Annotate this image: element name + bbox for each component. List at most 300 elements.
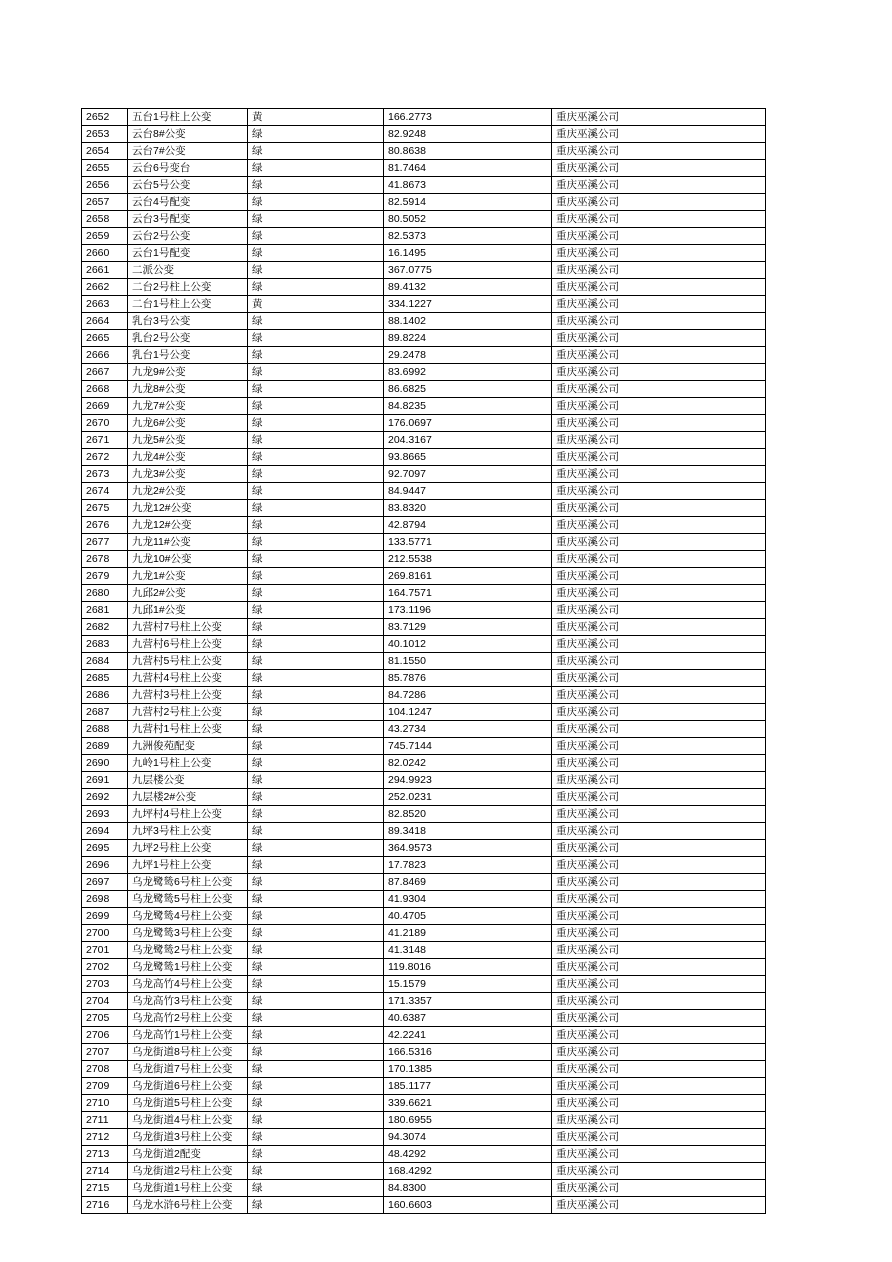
cell-company: 重庆巫溪公司: [552, 1112, 766, 1129]
table-row: [82, 262, 766, 279]
cell-color-tag: 绿: [248, 619, 384, 636]
table-row: [82, 1197, 766, 1214]
cell-id: 2704: [82, 993, 128, 1010]
cell-value: 104.1247: [384, 704, 552, 721]
cell-value: 212.5538: [384, 551, 552, 568]
cell-color-tag: 绿: [248, 1027, 384, 1044]
cell-value: 252.0231: [384, 789, 552, 806]
cell-device-name: 乳台3号公变: [128, 313, 248, 330]
cell-id: 2662: [82, 279, 128, 296]
cell-company: 重庆巫溪公司: [552, 840, 766, 857]
cell-device-name: 乌龙鹭鸶5号柱上公变: [128, 891, 248, 908]
cell-value: 164.7571: [384, 585, 552, 602]
cell-color-tag: 绿: [248, 483, 384, 500]
cell-id: 2687: [82, 704, 128, 721]
table-row: [82, 653, 766, 670]
cell-value: 84.8300: [384, 1180, 552, 1197]
cell-id: 2710: [82, 1095, 128, 1112]
cell-value: 180.6955: [384, 1112, 552, 1129]
cell-id: 2701: [82, 942, 128, 959]
cell-device-name: 九营村7号柱上公变: [128, 619, 248, 636]
cell-id: 2691: [82, 772, 128, 789]
table-row: [82, 398, 766, 415]
cell-color-tag: 绿: [248, 500, 384, 517]
cell-value: 86.6825: [384, 381, 552, 398]
cell-value: 43.2734: [384, 721, 552, 738]
cell-device-name: 九坪3号柱上公变: [128, 823, 248, 840]
cell-device-name: 九营村2号柱上公变: [128, 704, 248, 721]
cell-device-name: 九龙4#公变: [128, 449, 248, 466]
cell-device-name: 乌龙街道5号柱上公变: [128, 1095, 248, 1112]
cell-value: 168.4292: [384, 1163, 552, 1180]
table-row: [82, 1027, 766, 1044]
cell-device-name: 九坪2号柱上公变: [128, 840, 248, 857]
cell-id: 2714: [82, 1163, 128, 1180]
cell-company: 重庆巫溪公司: [552, 313, 766, 330]
cell-color-tag: 绿: [248, 840, 384, 857]
cell-color-tag: 绿: [248, 398, 384, 415]
cell-color-tag: 绿: [248, 704, 384, 721]
table-row: [82, 313, 766, 330]
cell-color-tag: 绿: [248, 330, 384, 347]
table-row: [82, 772, 766, 789]
cell-value: 85.7876: [384, 670, 552, 687]
cell-color-tag: 绿: [248, 772, 384, 789]
cell-value: 367.0775: [384, 262, 552, 279]
cell-device-name: 云台5号公变: [128, 177, 248, 194]
cell-value: 160.6603: [384, 1197, 552, 1214]
cell-company: 重庆巫溪公司: [552, 908, 766, 925]
cell-value: 42.8794: [384, 517, 552, 534]
table-row: [82, 347, 766, 364]
table-row: [82, 1163, 766, 1180]
table-row: [82, 177, 766, 194]
cell-value: 82.0242: [384, 755, 552, 772]
table-row: [82, 483, 766, 500]
cell-company: 重庆巫溪公司: [552, 500, 766, 517]
cell-company: 重庆巫溪公司: [552, 1180, 766, 1197]
cell-company: 重庆巫溪公司: [552, 823, 766, 840]
cell-color-tag: 绿: [248, 381, 384, 398]
cell-color-tag: 绿: [248, 279, 384, 296]
cell-device-name: 乌龙高竹4号柱上公变: [128, 976, 248, 993]
table-row: [82, 636, 766, 653]
table-row: [82, 415, 766, 432]
cell-company: 重庆巫溪公司: [552, 245, 766, 262]
cell-id: 2661: [82, 262, 128, 279]
cell-id: 2683: [82, 636, 128, 653]
cell-id: 2700: [82, 925, 128, 942]
table-row: [82, 143, 766, 160]
cell-id: 2695: [82, 840, 128, 857]
cell-color-tag: 绿: [248, 313, 384, 330]
cell-device-name: 云台3号配变: [128, 211, 248, 228]
cell-id: 2686: [82, 687, 128, 704]
cell-id: 2705: [82, 1010, 128, 1027]
table-row: [82, 823, 766, 840]
cell-id: 2655: [82, 160, 128, 177]
cell-company: 重庆巫溪公司: [552, 364, 766, 381]
cell-id: 2657: [82, 194, 128, 211]
cell-device-name: 九层楼公变: [128, 772, 248, 789]
cell-device-name: 九营村6号柱上公变: [128, 636, 248, 653]
cell-color-tag: 绿: [248, 1146, 384, 1163]
cell-color-tag: 绿: [248, 857, 384, 874]
cell-value: 41.2189: [384, 925, 552, 942]
cell-value: 170.1385: [384, 1061, 552, 1078]
cell-color-tag: 绿: [248, 1129, 384, 1146]
cell-id: 2697: [82, 874, 128, 891]
cell-value: 334.1227: [384, 296, 552, 313]
cell-value: 94.3074: [384, 1129, 552, 1146]
cell-device-name: 九龙2#公变: [128, 483, 248, 500]
cell-id: 2672: [82, 449, 128, 466]
cell-color-tag: 绿: [248, 160, 384, 177]
cell-value: 83.7129: [384, 619, 552, 636]
cell-value: 745.7144: [384, 738, 552, 755]
cell-color-tag: 绿: [248, 925, 384, 942]
table-row: [82, 517, 766, 534]
table-row: [82, 126, 766, 143]
cell-color-tag: 绿: [248, 1044, 384, 1061]
cell-device-name: 九龙12#公变: [128, 517, 248, 534]
cell-company: 重庆巫溪公司: [552, 1129, 766, 1146]
cell-company: 重庆巫溪公司: [552, 636, 766, 653]
transformer-data-table: [81, 108, 766, 1214]
table-row: [82, 789, 766, 806]
cell-company: 重庆巫溪公司: [552, 976, 766, 993]
cell-device-name: 九龙12#公变: [128, 500, 248, 517]
cell-value: 81.7464: [384, 160, 552, 177]
cell-company: 重庆巫溪公司: [552, 177, 766, 194]
cell-device-name: 云台1号配变: [128, 245, 248, 262]
cell-color-tag: 绿: [248, 636, 384, 653]
table-row: [82, 1044, 766, 1061]
table-row: [82, 296, 766, 313]
cell-company: 重庆巫溪公司: [552, 551, 766, 568]
cell-device-name: 云台8#公变: [128, 126, 248, 143]
cell-id: 2712: [82, 1129, 128, 1146]
cell-id: 2703: [82, 976, 128, 993]
cell-device-name: 九营村3号柱上公变: [128, 687, 248, 704]
cell-value: 176.0697: [384, 415, 552, 432]
table-row: [82, 330, 766, 347]
table-row: [82, 534, 766, 551]
cell-color-tag: 绿: [248, 1061, 384, 1078]
cell-device-name: 九邱1#公变: [128, 602, 248, 619]
table-row: [82, 500, 766, 517]
cell-device-name: 九坪村4号柱上公变: [128, 806, 248, 823]
cell-company: 重庆巫溪公司: [552, 1078, 766, 1095]
cell-color-tag: 绿: [248, 602, 384, 619]
cell-company: 重庆巫溪公司: [552, 772, 766, 789]
cell-color-tag: 绿: [248, 432, 384, 449]
cell-id: 2685: [82, 670, 128, 687]
cell-id: 2702: [82, 959, 128, 976]
cell-company: 重庆巫溪公司: [552, 296, 766, 313]
cell-value: 40.6387: [384, 1010, 552, 1027]
cell-company: 重庆巫溪公司: [552, 432, 766, 449]
cell-id: 2682: [82, 619, 128, 636]
cell-company: 重庆巫溪公司: [552, 1010, 766, 1027]
cell-company: 重庆巫溪公司: [552, 619, 766, 636]
cell-device-name: 九营村5号柱上公变: [128, 653, 248, 670]
table-row: [82, 857, 766, 874]
cell-value: 41.8673: [384, 177, 552, 194]
cell-device-name: 九营村4号柱上公变: [128, 670, 248, 687]
cell-value: 82.9248: [384, 126, 552, 143]
cell-id: 2654: [82, 143, 128, 160]
cell-company: 重庆巫溪公司: [552, 670, 766, 687]
cell-id: 2658: [82, 211, 128, 228]
table-row: [82, 211, 766, 228]
cell-id: 2694: [82, 823, 128, 840]
cell-color-tag: 绿: [248, 347, 384, 364]
cell-color-tag: 绿: [248, 1197, 384, 1214]
cell-id: 2669: [82, 398, 128, 415]
table-row: [82, 551, 766, 568]
cell-company: 重庆巫溪公司: [552, 738, 766, 755]
cell-color-tag: 绿: [248, 755, 384, 772]
table-row: [82, 432, 766, 449]
cell-id: 2692: [82, 789, 128, 806]
table-row: [82, 228, 766, 245]
cell-value: 41.3148: [384, 942, 552, 959]
table-row: [82, 755, 766, 772]
cell-color-tag: 绿: [248, 908, 384, 925]
cell-company: 重庆巫溪公司: [552, 449, 766, 466]
cell-device-name: 九龙5#公变: [128, 432, 248, 449]
cell-id: 2653: [82, 126, 128, 143]
cell-device-name: 乳台2号公变: [128, 330, 248, 347]
table-row: [82, 449, 766, 466]
cell-device-name: 乌龙高竹2号柱上公变: [128, 1010, 248, 1027]
table-row: [82, 1146, 766, 1163]
cell-company: 重庆巫溪公司: [552, 109, 766, 126]
cell-color-tag: 绿: [248, 1095, 384, 1112]
table-row: [82, 194, 766, 211]
cell-id: 2711: [82, 1112, 128, 1129]
table-row: [82, 687, 766, 704]
cell-company: 重庆巫溪公司: [552, 517, 766, 534]
cell-color-tag: 绿: [248, 211, 384, 228]
cell-company: 重庆巫溪公司: [552, 891, 766, 908]
cell-device-name: 乌龙鹭鸶6号柱上公变: [128, 874, 248, 891]
cell-company: 重庆巫溪公司: [552, 415, 766, 432]
cell-id: 2680: [82, 585, 128, 602]
cell-value: 93.8665: [384, 449, 552, 466]
cell-color-tag: 绿: [248, 653, 384, 670]
cell-company: 重庆巫溪公司: [552, 1197, 766, 1214]
cell-value: 17.7823: [384, 857, 552, 874]
cell-color-tag: 绿: [248, 262, 384, 279]
table-row: [82, 925, 766, 942]
cell-color-tag: 绿: [248, 1180, 384, 1197]
cell-value: 40.1012: [384, 636, 552, 653]
cell-value: 87.8469: [384, 874, 552, 891]
cell-id: 2677: [82, 534, 128, 551]
cell-id: 2670: [82, 415, 128, 432]
cell-value: 83.8320: [384, 500, 552, 517]
cell-device-name: 乌龙高竹3号柱上公变: [128, 993, 248, 1010]
cell-color-tag: 绿: [248, 364, 384, 381]
cell-value: 89.8224: [384, 330, 552, 347]
cell-color-tag: 绿: [248, 942, 384, 959]
cell-id: 2715: [82, 1180, 128, 1197]
cell-color-tag: 绿: [248, 789, 384, 806]
cell-value: 42.2241: [384, 1027, 552, 1044]
cell-id: 2716: [82, 1197, 128, 1214]
cell-device-name: 乌龙水浒6号柱上公变: [128, 1197, 248, 1214]
cell-device-name: 九邱2#公变: [128, 585, 248, 602]
cell-value: 173.1196: [384, 602, 552, 619]
table-row: [82, 160, 766, 177]
cell-id: 2656: [82, 177, 128, 194]
cell-value: 80.8638: [384, 143, 552, 160]
cell-company: 重庆巫溪公司: [552, 857, 766, 874]
cell-id: 2675: [82, 500, 128, 517]
cell-value: 185.1177: [384, 1078, 552, 1095]
cell-device-name: 九坪1号柱上公变: [128, 857, 248, 874]
cell-color-tag: 绿: [248, 177, 384, 194]
cell-value: 15.1579: [384, 976, 552, 993]
cell-value: 83.6992: [384, 364, 552, 381]
cell-color-tag: 绿: [248, 568, 384, 585]
table-body: [82, 109, 766, 1214]
cell-id: 2660: [82, 245, 128, 262]
cell-device-name: 九龙9#公变: [128, 364, 248, 381]
table-row: [82, 976, 766, 993]
cell-device-name: 九岭1号柱上公变: [128, 755, 248, 772]
table-row: [82, 381, 766, 398]
cell-company: 重庆巫溪公司: [552, 1061, 766, 1078]
table-row: [82, 1061, 766, 1078]
cell-company: 重庆巫溪公司: [552, 194, 766, 211]
cell-color-tag: 绿: [248, 959, 384, 976]
cell-company: 重庆巫溪公司: [552, 806, 766, 823]
cell-id: 2690: [82, 755, 128, 772]
cell-company: 重庆巫溪公司: [552, 398, 766, 415]
cell-id: 2681: [82, 602, 128, 619]
cell-id: 2684: [82, 653, 128, 670]
cell-color-tag: 绿: [248, 670, 384, 687]
cell-device-name: 乌龙高竹1号柱上公变: [128, 1027, 248, 1044]
cell-device-name: 乌龙鹭鸶1号柱上公变: [128, 959, 248, 976]
table-row: [82, 738, 766, 755]
cell-color-tag: 绿: [248, 585, 384, 602]
cell-device-name: 乌龙街道4号柱上公变: [128, 1112, 248, 1129]
cell-company: 重庆巫溪公司: [552, 381, 766, 398]
cell-color-tag: 绿: [248, 823, 384, 840]
cell-id: 2659: [82, 228, 128, 245]
cell-id: 2667: [82, 364, 128, 381]
cell-device-name: 九龙6#公变: [128, 415, 248, 432]
cell-id: 2709: [82, 1078, 128, 1095]
cell-id: 2671: [82, 432, 128, 449]
cell-device-name: 九层楼2#公变: [128, 789, 248, 806]
cell-color-tag: 黄: [248, 296, 384, 313]
cell-device-name: 乳台1号公变: [128, 347, 248, 364]
cell-color-tag: 绿: [248, 1112, 384, 1129]
cell-id: 2663: [82, 296, 128, 313]
cell-color-tag: 绿: [248, 126, 384, 143]
table-row: [82, 891, 766, 908]
cell-value: 16.1495: [384, 245, 552, 262]
data-table-container: [81, 108, 727, 1214]
cell-company: 重庆巫溪公司: [552, 126, 766, 143]
cell-company: 重庆巫溪公司: [552, 959, 766, 976]
cell-value: 80.5052: [384, 211, 552, 228]
cell-id: 2696: [82, 857, 128, 874]
cell-id: 2664: [82, 313, 128, 330]
cell-color-tag: 绿: [248, 993, 384, 1010]
cell-company: 重庆巫溪公司: [552, 755, 766, 772]
table-row: [82, 721, 766, 738]
table-row: [82, 364, 766, 381]
table-row: [82, 993, 766, 1010]
cell-value: 269.8161: [384, 568, 552, 585]
table-row: [82, 619, 766, 636]
cell-company: 重庆巫溪公司: [552, 568, 766, 585]
table-row: [82, 568, 766, 585]
cell-value: 204.3167: [384, 432, 552, 449]
cell-company: 重庆巫溪公司: [552, 874, 766, 891]
table-row: [82, 959, 766, 976]
cell-id: 2676: [82, 517, 128, 534]
cell-id: 2699: [82, 908, 128, 925]
cell-id: 2652: [82, 109, 128, 126]
cell-color-tag: 绿: [248, 415, 384, 432]
cell-device-name: 九龙1#公变: [128, 568, 248, 585]
cell-device-name: 乌龙街道3号柱上公变: [128, 1129, 248, 1146]
cell-device-name: 乌龙街道2号柱上公变: [128, 1163, 248, 1180]
cell-id: 2688: [82, 721, 128, 738]
cell-id: 2693: [82, 806, 128, 823]
table-row: [82, 1112, 766, 1129]
cell-id: 2673: [82, 466, 128, 483]
cell-color-tag: 绿: [248, 534, 384, 551]
cell-value: 89.4132: [384, 279, 552, 296]
cell-value: 166.5316: [384, 1044, 552, 1061]
cell-value: 82.8520: [384, 806, 552, 823]
cell-id: 2674: [82, 483, 128, 500]
cell-value: 119.8016: [384, 959, 552, 976]
cell-device-name: 九龙3#公变: [128, 466, 248, 483]
table-row: [82, 585, 766, 602]
cell-value: 171.3357: [384, 993, 552, 1010]
cell-color-tag: 绿: [248, 517, 384, 534]
cell-value: 84.7286: [384, 687, 552, 704]
cell-value: 84.9447: [384, 483, 552, 500]
cell-device-name: 乌龙鹭鸶4号柱上公变: [128, 908, 248, 925]
cell-device-name: 乌龙街道1号柱上公变: [128, 1180, 248, 1197]
table-row: [82, 942, 766, 959]
table-row: [82, 704, 766, 721]
cell-device-name: 九龙7#公变: [128, 398, 248, 415]
cell-company: 重庆巫溪公司: [552, 262, 766, 279]
cell-company: 重庆巫溪公司: [552, 330, 766, 347]
cell-value: 88.1402: [384, 313, 552, 330]
cell-company: 重庆巫溪公司: [552, 721, 766, 738]
cell-company: 重庆巫溪公司: [552, 534, 766, 551]
cell-device-name: 二派公变: [128, 262, 248, 279]
cell-device-name: 云台2号公变: [128, 228, 248, 245]
table-row: [82, 1010, 766, 1027]
cell-company: 重庆巫溪公司: [552, 347, 766, 364]
cell-device-name: 九龙10#公变: [128, 551, 248, 568]
cell-color-tag: 绿: [248, 245, 384, 262]
cell-id: 2679: [82, 568, 128, 585]
